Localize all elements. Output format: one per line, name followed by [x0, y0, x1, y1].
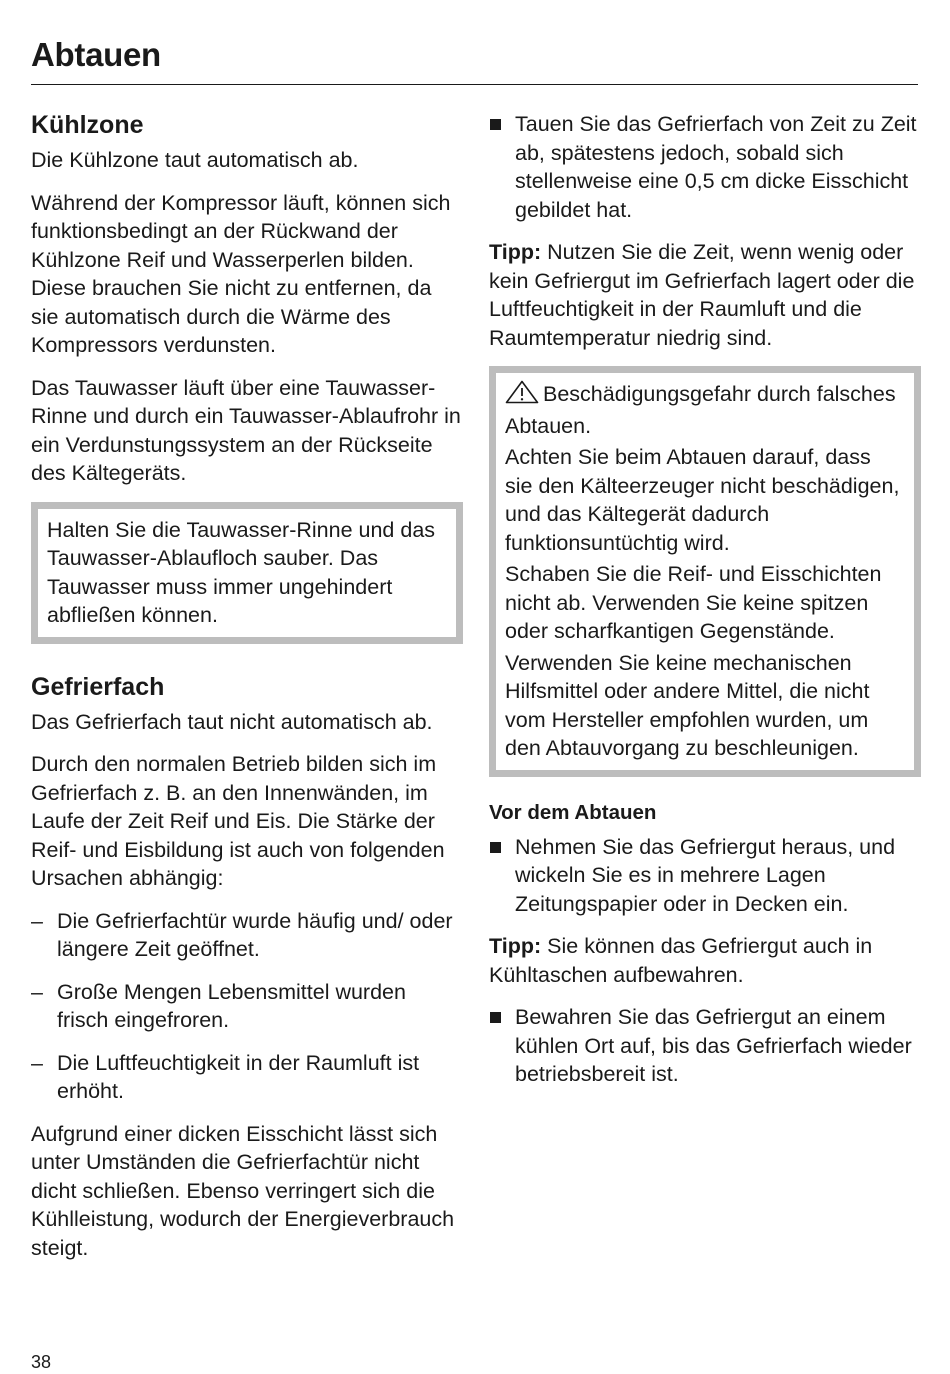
square-bullet-icon: [490, 1012, 501, 1023]
warning-paragraph: Schaben Sie die Reif- und Eisschichten nicht ab. Verwenden Sie keine spitzen oder scharfkantigen Gegenstände.: [505, 562, 882, 643]
right-column: [489, 110, 921, 1103]
bullet-text: Tauen Sie das Gefrierfach von Zeit zu Zeit ab, spätestens jedoch, sobald sich stellenweise eine 0,5 cm dicke Eisschicht gebildet hat.: [515, 112, 917, 222]
square-bullet-icon: [490, 842, 501, 853]
warning-title-text: Beschädigungsgefahr durch falsches Abtauen.: [505, 382, 896, 438]
list-item: [31, 1049, 463, 1106]
warning-paragraph: Verwenden Sie keine mechanischen Hilfsmittel oder andere Mittel, die nicht vom Hersteller empfohlen wurden, um den Abtauvorgang zu beschleunigen.: [505, 650, 870, 760]
tip-text: Nutzen Sie die Zeit, wenn wenig oder kein Gefriergut im Gefrierfach lagert oder die Luftfeuchtigkeit in der Raumluft und die Raumtemperatur niedrig sind.: [489, 240, 915, 350]
bullet-item: [489, 110, 921, 224]
warning-paragraph: Achten Sie beim Abtauen darauf, dass sie den Kälteerzeuger nicht beschädigen, und das Kältegerät dadurch funktionsuntüchtig wird.: [505, 445, 900, 555]
dash-marker: –: [31, 979, 43, 1004]
list-item-text: Die Gefrierfachtür wurde häufig und/ oder längere Zeit geöffnet.: [57, 908, 453, 961]
section-heading-gefrierfach: Gefrierfach: [31, 672, 165, 701]
left-column: [31, 108, 463, 1276]
dash-marker: –: [31, 908, 43, 933]
page-number: 38: [31, 1352, 52, 1372]
dash-marker: –: [31, 1050, 43, 1075]
paragraph: Das Tauwasser läuft über eine Tauwasser-Rinne und durch ein Tauwasser-Ablaufrohr in ein Verdunstungssystem an der Rückseite des Kältegeräts.: [31, 375, 461, 485]
subheading-vor-dem-abtauen: Vor dem Abtauen: [489, 800, 657, 824]
tip-label: Tipp:: [489, 934, 542, 958]
warning-title: [505, 380, 904, 440]
paragraph: Das Gefrierfach taut nicht automatisch ab.: [31, 709, 433, 734]
list-item: [31, 907, 463, 964]
warning-box: [489, 366, 921, 777]
paragraph: Die Kühlzone taut automatisch ab.: [31, 148, 359, 172]
note-box: [31, 502, 463, 644]
section-heading-kuehlzone: Kühlzone: [31, 111, 144, 139]
tip-label: Tipp:: [489, 240, 542, 264]
page-title: Abtauen: [31, 36, 161, 73]
warning-triangle-icon: [505, 380, 539, 412]
bullet-item: [489, 833, 921, 919]
list-item-text: Große Mengen Lebensmittel wurden frisch eingefroren.: [57, 979, 406, 1032]
tip-paragraph: [489, 238, 921, 352]
square-bullet-icon: [490, 119, 501, 130]
paragraph: Aufgrund einer dicken Eisschicht lässt sich unter Umständen die Gefrierfachtür nicht dicht schließen. Ebenso verringert sich die Kühlleistung, wodurch der Energieverbrauch steigt.: [31, 1121, 455, 1260]
tip-text: Sie können das Gefriergut auch in Kühltaschen aufbewahren.: [489, 934, 873, 987]
list-item: [31, 978, 463, 1035]
note-text: Halten Sie die Tauwasser-Rinne und das Tauwasser-Ablaufloch sauber. Das Tauwasser muss immer ungehindert abfließen können.: [47, 517, 436, 627]
tip-paragraph: [489, 932, 921, 989]
bullet-item: [489, 1003, 921, 1089]
paragraph: Während der Kompressor läuft, können sich funktionsbedingt an der Rückwand der Kühlzone Reif und Wasserperlen bilden. Diese brauchen Sie nicht zu entfernen, da sie automatisch durch die Wärme des Kompressors verdunsten.: [31, 190, 451, 357]
list-item-text: Die Luftfeuchtigkeit in der Raumluft ist erhöht.: [57, 1050, 420, 1103]
bullet-text: Nehmen Sie das Gefriergut heraus, und wickeln Sie es in mehrere Lagen Zeitungspapier oder in Decken ein.: [515, 834, 896, 916]
title-divider: [31, 84, 918, 85]
bullet-text: Bewahren Sie das Gefriergut an einem kühlen Ort auf, bis das Gefrierfach wieder betriebsbereit ist.: [515, 1005, 912, 1086]
paragraph: Durch den normalen Betrieb bilden sich im Gefrierfach z. B. an den Innenwänden, im Laufe der Zeit Reif und Eis. Die Stärke der Reif- und Eisbildung ist auch von folgenden Ursachen abhängig:: [31, 752, 445, 890]
